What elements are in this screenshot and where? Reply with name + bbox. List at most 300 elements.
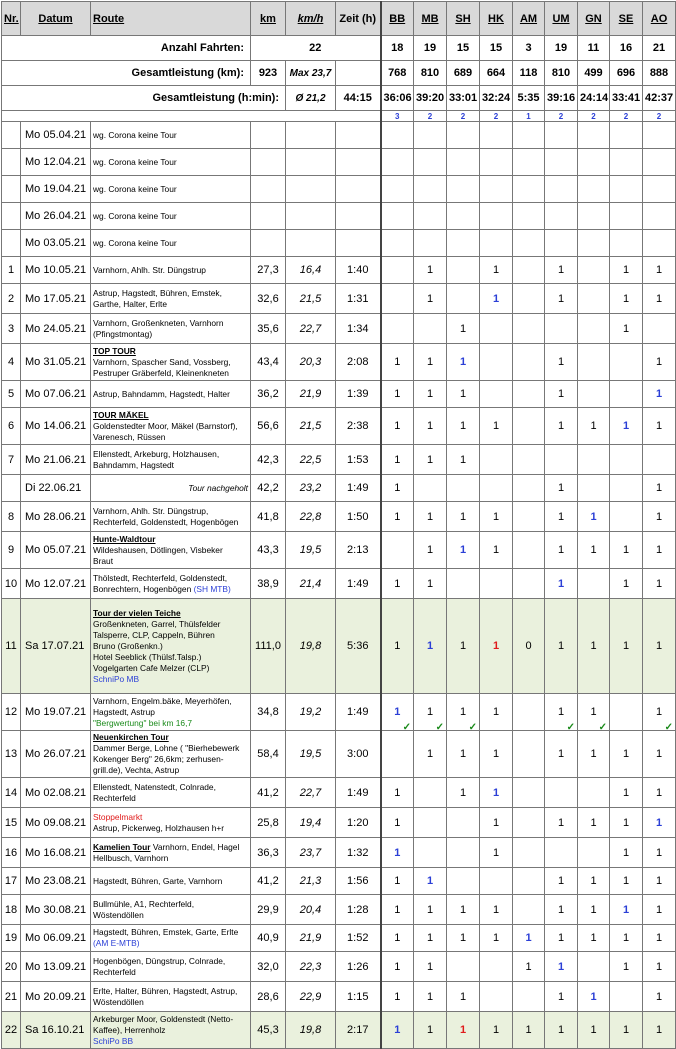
row-participation: 1 bbox=[643, 569, 676, 599]
row-participation: 1 bbox=[447, 731, 480, 778]
tour-row bbox=[2, 344, 676, 381]
header-row bbox=[2, 2, 676, 36]
row-participation bbox=[414, 230, 447, 257]
row-participation: 1 bbox=[381, 502, 414, 532]
row-participation bbox=[447, 838, 480, 868]
row-nr bbox=[2, 203, 21, 230]
row-participation: 1 bbox=[381, 838, 414, 868]
row-participation: 1 bbox=[513, 1012, 545, 1049]
row-kmh: 19,8 bbox=[286, 599, 336, 694]
row-participation: 1 bbox=[545, 925, 578, 952]
route-title: TOUR MÄKEL bbox=[93, 409, 149, 420]
fahrten-value: 18 bbox=[381, 36, 414, 61]
row-route bbox=[91, 838, 251, 868]
route-line: Bullmühle, A1, Rechterfeld, bbox=[93, 898, 195, 909]
row-date: Sa 17.07.21 bbox=[21, 599, 91, 694]
row-participation: 1 bbox=[643, 925, 676, 952]
row-km: 42,2 bbox=[251, 475, 286, 502]
header-member: AO bbox=[643, 2, 676, 36]
tour-row bbox=[2, 176, 676, 203]
row-participation bbox=[610, 694, 643, 731]
row-participation: 1 bbox=[414, 257, 447, 284]
row-kmh: 23,2 bbox=[286, 475, 336, 502]
row-time: 1:40 bbox=[336, 257, 381, 284]
row-participation bbox=[545, 314, 578, 344]
row-nr: 17 bbox=[2, 868, 21, 895]
km-max: Max 23,7 bbox=[286, 61, 336, 86]
row-participation bbox=[447, 122, 480, 149]
row-participation: 1 bbox=[545, 502, 578, 532]
row-nr: 18 bbox=[2, 895, 21, 925]
header-route: Route bbox=[91, 2, 251, 36]
row-participation: 1 bbox=[643, 982, 676, 1012]
tour-table bbox=[1, 1, 676, 1049]
km-value: 118 bbox=[513, 61, 545, 86]
row-participation bbox=[513, 532, 545, 569]
km-empty bbox=[336, 61, 381, 86]
row-participation bbox=[545, 176, 578, 203]
header-member: GN bbox=[578, 2, 610, 36]
route-title-line bbox=[93, 842, 248, 853]
row-participation bbox=[610, 149, 643, 176]
row-kmh: 21,9 bbox=[286, 381, 336, 408]
route-line: Goldenstedter Moor, Mäkel (Barnstorf), bbox=[93, 420, 238, 431]
row-kmh: 22,8 bbox=[286, 502, 336, 532]
row-participation: 1 bbox=[578, 502, 610, 532]
route-line: Hagstedt, Bühren, Garte, Varnhorn bbox=[93, 875, 223, 886]
row-nr: 5 bbox=[2, 381, 21, 408]
row-participation: 1 bbox=[447, 599, 480, 694]
row-date: Mo 06.09.21 bbox=[21, 925, 91, 952]
row-time: 2:08 bbox=[336, 344, 381, 381]
row-participation bbox=[513, 778, 545, 808]
row-participation: 1 bbox=[578, 925, 610, 952]
row-participation: 1 bbox=[545, 475, 578, 502]
row-participation: 1 bbox=[414, 952, 447, 982]
row-participation: 1 bbox=[545, 599, 578, 694]
row-kmh: 22,5 bbox=[286, 445, 336, 475]
row-participation: 1 bbox=[447, 344, 480, 381]
row-participation: 1 bbox=[414, 1012, 447, 1049]
row-participation bbox=[513, 408, 545, 445]
row-time: 1:26 bbox=[336, 952, 381, 982]
row-nr: 3 bbox=[2, 314, 21, 344]
row-participation bbox=[447, 475, 480, 502]
row-route bbox=[91, 502, 251, 532]
count-value: 3 bbox=[381, 111, 414, 122]
tour-row bbox=[2, 925, 676, 952]
header-member: BB bbox=[381, 2, 414, 36]
row-date: Mo 28.06.21 bbox=[21, 502, 91, 532]
row-participation bbox=[447, 149, 480, 176]
tour-row bbox=[2, 599, 676, 694]
header-member: SH bbox=[447, 2, 480, 36]
row-participation: 1 bbox=[643, 344, 676, 381]
route-line: Astrup, Bahndamm, Hagstedt, Halter bbox=[93, 388, 230, 399]
row-participation: 1 bbox=[545, 808, 578, 838]
fahrten-value: 21 bbox=[643, 36, 676, 61]
row-participation: 1 bbox=[381, 1012, 414, 1049]
row-route bbox=[91, 694, 251, 731]
row-participation: 1 bbox=[545, 868, 578, 895]
route-text: Varnhorn, Endel, Hagel bbox=[150, 841, 240, 852]
row-participation: 1 bbox=[513, 952, 545, 982]
row-participation: 1 bbox=[447, 381, 480, 408]
row-route bbox=[91, 868, 251, 895]
row-participation bbox=[513, 808, 545, 838]
row-participation: 1 bbox=[610, 731, 643, 778]
row-participation bbox=[578, 230, 610, 257]
km-label: Gesamtleistung (km): bbox=[2, 61, 251, 86]
route-line: Hotel Seeblick (Thülsf.Talsp.) bbox=[93, 651, 202, 662]
row-participation: 1 bbox=[643, 599, 676, 694]
row-date: Sa 16.10.21 bbox=[21, 1012, 91, 1049]
row-participation: 1 bbox=[578, 408, 610, 445]
row-date: Mo 23.08.21 bbox=[21, 868, 91, 895]
row-nr: 7 bbox=[2, 445, 21, 475]
route-line: Hellbusch, Varnhorn bbox=[93, 852, 169, 863]
row-route bbox=[91, 344, 251, 381]
route-line: Talsperre, CLP, Cappeln, Bühren bbox=[93, 629, 215, 640]
row-route bbox=[91, 122, 251, 149]
row-participation bbox=[414, 778, 447, 808]
h-value: 42:37 bbox=[643, 86, 676, 111]
row-nr: 11 bbox=[2, 599, 21, 694]
row-route bbox=[91, 778, 251, 808]
row-participation: 1 ✓ bbox=[414, 694, 447, 731]
row-kmh: 19,4 bbox=[286, 808, 336, 838]
row-participation: 1 bbox=[610, 257, 643, 284]
row-time: 1:49 bbox=[336, 569, 381, 599]
row-participation: 1 bbox=[643, 1012, 676, 1049]
row-route bbox=[91, 381, 251, 408]
row-nr bbox=[2, 149, 21, 176]
h-value: 32:24 bbox=[480, 86, 513, 111]
fahrten-value: 19 bbox=[414, 36, 447, 61]
row-participation: 1 bbox=[578, 532, 610, 569]
row-participation bbox=[578, 176, 610, 203]
tour-row bbox=[2, 314, 676, 344]
row-nr bbox=[2, 176, 21, 203]
row-date: Mo 17.05.21 bbox=[21, 284, 91, 314]
row-time: 1:49 bbox=[336, 475, 381, 502]
row-participation: 1 bbox=[480, 257, 513, 284]
row-participation bbox=[447, 230, 480, 257]
row-nr bbox=[2, 475, 21, 502]
fahrten-value: 15 bbox=[480, 36, 513, 61]
row-participation bbox=[643, 314, 676, 344]
row-participation: 1 bbox=[414, 502, 447, 532]
row-date: Mo 02.08.21 bbox=[21, 778, 91, 808]
row-km: 42,3 bbox=[251, 445, 286, 475]
row-date: Mo 19.04.21 bbox=[21, 176, 91, 203]
row-participation bbox=[381, 149, 414, 176]
row-participation: 1 bbox=[480, 284, 513, 314]
tour-row bbox=[2, 1012, 676, 1049]
row-participation bbox=[513, 475, 545, 502]
row-participation bbox=[414, 122, 447, 149]
row-kmh: 22,3 bbox=[286, 952, 336, 982]
route-line: Varnhorn, Großenkneten, Varnhorn bbox=[93, 317, 224, 328]
route-line: Thölstedt, Rechterfeld, Goldenstedt, bbox=[93, 572, 228, 583]
row-time: 1:56 bbox=[336, 868, 381, 895]
row-participation: 1 bbox=[610, 925, 643, 952]
row-participation: 1 bbox=[381, 925, 414, 952]
count-value: 2 bbox=[480, 111, 513, 122]
row-kmh: 19,8 bbox=[286, 1012, 336, 1049]
row-participation bbox=[447, 952, 480, 982]
route-note: Tour nachgeholt bbox=[188, 482, 248, 493]
row-participation: 1 bbox=[447, 925, 480, 952]
row-participation bbox=[513, 230, 545, 257]
row-participation bbox=[545, 838, 578, 868]
row-time: 1:49 bbox=[336, 694, 381, 731]
route-line: Garthe, Halter, Erlte bbox=[93, 298, 168, 309]
route-line: Rechterfeld bbox=[93, 966, 136, 977]
row-participation bbox=[545, 203, 578, 230]
row-participation: 1 bbox=[578, 868, 610, 895]
row-participation: 1 bbox=[545, 569, 578, 599]
row-participation bbox=[447, 176, 480, 203]
row-participation: 1 bbox=[381, 475, 414, 502]
row-participation bbox=[610, 122, 643, 149]
row-participation bbox=[545, 445, 578, 475]
row-participation: 1 bbox=[381, 778, 414, 808]
row-participation: 1 bbox=[643, 284, 676, 314]
row-participation bbox=[643, 122, 676, 149]
row-participation bbox=[381, 314, 414, 344]
route-title: TOP TOUR bbox=[93, 345, 136, 356]
row-participation: 1 bbox=[447, 445, 480, 475]
row-participation: 1 bbox=[643, 731, 676, 778]
row-participation bbox=[513, 982, 545, 1012]
row-nr: 20 bbox=[2, 952, 21, 982]
row-route bbox=[91, 314, 251, 344]
row-participation bbox=[480, 203, 513, 230]
route-line: Astrup, Pickerweg, Holzhausen h+r bbox=[93, 822, 225, 833]
fahrten-value: 11 bbox=[578, 36, 610, 61]
row-route bbox=[91, 176, 251, 203]
row-date: Mo 21.06.21 bbox=[21, 445, 91, 475]
count-value: 2 bbox=[610, 111, 643, 122]
row-kmh: 21,3 bbox=[286, 868, 336, 895]
row-participation: 1 bbox=[643, 532, 676, 569]
row-kmh: 22,9 bbox=[286, 982, 336, 1012]
row-route bbox=[91, 230, 251, 257]
row-km bbox=[251, 230, 286, 257]
row-participation: 1 bbox=[480, 808, 513, 838]
row-kmh: 22,7 bbox=[286, 778, 336, 808]
row-participation: 1 ✓ bbox=[578, 694, 610, 731]
row-kmh: 20,3 bbox=[286, 344, 336, 381]
row-participation: 1 bbox=[643, 895, 676, 925]
row-participation: 1 bbox=[578, 808, 610, 838]
row-participation bbox=[578, 838, 610, 868]
row-participation: 1 bbox=[381, 599, 414, 694]
row-participation bbox=[578, 475, 610, 502]
row-participation: 1 bbox=[381, 808, 414, 838]
row-time: 1:52 bbox=[336, 925, 381, 952]
header-member: MB bbox=[414, 2, 447, 36]
row-participation: 1 bbox=[381, 868, 414, 895]
row-participation: 1 bbox=[545, 344, 578, 381]
row-date: Mo 05.07.21 bbox=[21, 532, 91, 569]
route-line: Wöstendöllen bbox=[93, 996, 144, 1007]
row-route bbox=[91, 284, 251, 314]
header-kmh: km/h bbox=[286, 2, 336, 36]
route-line: Hogenbögen, Düngstrup, Colnrade, bbox=[93, 955, 226, 966]
row-participation bbox=[578, 314, 610, 344]
row-kmh: 19,5 bbox=[286, 532, 336, 569]
tour-row bbox=[2, 381, 676, 408]
row-route bbox=[91, 149, 251, 176]
row-km bbox=[251, 203, 286, 230]
km-total: 923 bbox=[251, 61, 286, 86]
row-nr: 6 bbox=[2, 408, 21, 445]
row-participation: 1 ✓ bbox=[643, 694, 676, 731]
row-participation: 1 bbox=[578, 982, 610, 1012]
row-participation bbox=[578, 952, 610, 982]
row-participation: 1 bbox=[414, 445, 447, 475]
route-line: Varnhorn, Ahlh. Str. Düngstrup bbox=[93, 264, 206, 275]
row-date: Mo 10.05.21 bbox=[21, 257, 91, 284]
row-participation bbox=[513, 838, 545, 868]
header-datum: Datum bbox=[21, 2, 91, 36]
row-participation bbox=[447, 257, 480, 284]
row-participation: 1 bbox=[480, 778, 513, 808]
km-value: 689 bbox=[447, 61, 480, 86]
fahrten-value: 15 bbox=[447, 36, 480, 61]
row-route bbox=[91, 925, 251, 952]
row-nr: 1 bbox=[2, 257, 21, 284]
row-participation: 1 bbox=[545, 895, 578, 925]
count-value: 2 bbox=[545, 111, 578, 122]
tour-row bbox=[2, 502, 676, 532]
fahrten-total: 22 bbox=[251, 36, 381, 61]
row-date: Mo 07.06.21 bbox=[21, 381, 91, 408]
route-line: Ellenstedt, Arkeburg, Holzhausen, bbox=[93, 448, 220, 459]
route-line: Kaffee), Herrenholz bbox=[93, 1024, 166, 1035]
row-participation bbox=[480, 569, 513, 599]
count-value: 2 bbox=[643, 111, 676, 122]
row-participation: 1 bbox=[414, 731, 447, 778]
row-participation bbox=[480, 149, 513, 176]
row-participation: 1 bbox=[414, 532, 447, 569]
row-participation bbox=[513, 344, 545, 381]
row-participation bbox=[578, 569, 610, 599]
summary-km-row bbox=[2, 61, 676, 86]
route-line: Kokenger Berg" 26,6km; zerhusen- bbox=[93, 754, 224, 764]
row-kmh: 21,9 bbox=[286, 925, 336, 952]
row-participation bbox=[480, 445, 513, 475]
row-nr: 10 bbox=[2, 569, 21, 599]
header-member: SE bbox=[610, 2, 643, 36]
route-title-line bbox=[93, 732, 248, 743]
row-participation: 1 bbox=[643, 808, 676, 838]
row-participation bbox=[447, 284, 480, 314]
fahrten-value: 3 bbox=[513, 36, 545, 61]
row-participation bbox=[414, 314, 447, 344]
row-nr bbox=[2, 122, 21, 149]
row-time: 1:39 bbox=[336, 381, 381, 408]
row-participation: 1 bbox=[381, 895, 414, 925]
row-km: 32,6 bbox=[251, 284, 286, 314]
tour-row bbox=[2, 952, 676, 982]
row-route bbox=[91, 203, 251, 230]
row-route bbox=[91, 408, 251, 445]
route-line: Dammer Berge, Lohne ( "Bierhebewerk bbox=[93, 743, 240, 753]
row-km: 41,8 bbox=[251, 502, 286, 532]
row-route bbox=[91, 599, 251, 694]
row-participation bbox=[414, 475, 447, 502]
row-time: 1:28 bbox=[336, 895, 381, 925]
row-route bbox=[91, 257, 251, 284]
route-note: (AM E-MTB) bbox=[93, 938, 140, 948]
route-note: Stoppelmarkt bbox=[93, 811, 143, 822]
route-line: Wildeshausen, Dötlingen, Visbeker bbox=[93, 544, 223, 555]
row-participation bbox=[480, 475, 513, 502]
row-date: Mo 26.04.21 bbox=[21, 203, 91, 230]
row-date: Mo 20.09.21 bbox=[21, 982, 91, 1012]
tour-row bbox=[2, 731, 676, 778]
fahrten-label: Anzahl Fahrten: bbox=[2, 36, 251, 61]
row-participation: 1 bbox=[414, 599, 447, 694]
row-km: 27,3 bbox=[251, 257, 286, 284]
row-participation: 1 bbox=[610, 895, 643, 925]
row-participation: 1 bbox=[381, 569, 414, 599]
row-date: Mo 31.05.21 bbox=[21, 344, 91, 381]
row-participation bbox=[578, 284, 610, 314]
row-participation: 1 bbox=[480, 895, 513, 925]
h-total: 44:15 bbox=[336, 86, 381, 111]
fahrten-value: 19 bbox=[545, 36, 578, 61]
row-time: 1:53 bbox=[336, 445, 381, 475]
row-date: Mo 13.09.21 bbox=[21, 952, 91, 982]
row-route bbox=[91, 895, 251, 925]
count-blank bbox=[2, 111, 381, 122]
row-participation bbox=[480, 230, 513, 257]
row-time bbox=[336, 230, 381, 257]
row-km: 58,4 bbox=[251, 731, 286, 778]
route-line: wg. Corona keine Tour bbox=[93, 210, 177, 221]
row-participation bbox=[513, 868, 545, 895]
row-kmh: 21,4 bbox=[286, 569, 336, 599]
tour-row bbox=[2, 149, 676, 176]
count-value: 2 bbox=[578, 111, 610, 122]
row-participation bbox=[578, 203, 610, 230]
row-participation bbox=[381, 731, 414, 778]
route-line: wg. Corona keine Tour bbox=[93, 156, 177, 167]
km-value: 664 bbox=[480, 61, 513, 86]
row-participation bbox=[513, 149, 545, 176]
row-kmh: 21,5 bbox=[286, 408, 336, 445]
row-participation bbox=[480, 982, 513, 1012]
h-value: 33:01 bbox=[447, 86, 480, 111]
row-participation bbox=[610, 230, 643, 257]
row-participation bbox=[578, 778, 610, 808]
row-participation bbox=[578, 149, 610, 176]
row-participation: 1 bbox=[480, 838, 513, 868]
header-nr: Nr. bbox=[2, 2, 21, 36]
row-time: 5:36 bbox=[336, 599, 381, 694]
row-participation: 1 bbox=[447, 532, 480, 569]
row-participation bbox=[513, 445, 545, 475]
row-participation bbox=[513, 694, 545, 731]
row-participation bbox=[513, 176, 545, 203]
row-participation bbox=[414, 808, 447, 838]
row-nr: 13 bbox=[2, 731, 21, 778]
row-participation: 1 bbox=[545, 532, 578, 569]
